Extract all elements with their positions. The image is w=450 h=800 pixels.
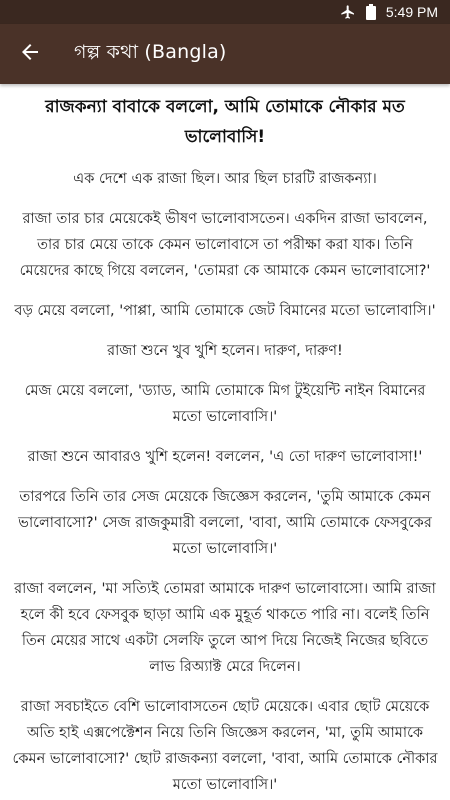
story-paragraph-8: রাজা বললেন, 'মা সত্যিই তোমরা আমাকে দারুণ ভালোবাসো। আমি রাজা হলে কী হবে ফেসবুক ছাড়া আমি এক মুহূর্ত থাকতে পারি না। বলেই তিনি তিন মেয়ের সাথে একটা সেলফি তুলে আপ দিয়ে নিজেই নিজের ছবিতে লাভ রিঅ্যাক্ট মেরে দিলেন। — [14, 581, 436, 675]
story-paragraph-1: এক দেশে এক রাজা ছিল। আর ছিল চারটি রাজকন্যা। — [73, 171, 377, 187]
battery-icon — [366, 4, 376, 20]
airplane-icon — [340, 4, 356, 20]
story-content[interactable] — [0, 84, 450, 800]
story-title: রাজকন্যা বাবাকে বললো, আমি তোমাকে নৌকার মত ভালোবাসি! — [45, 97, 405, 147]
app-bar — [0, 24, 450, 84]
app-title: গল্প কথা (Bangla) — [74, 41, 227, 63]
back-button[interactable] — [2, 26, 58, 82]
story-paragraph-9: রাজা সবচাইতে বেশি ভালোবাসতেন ছোট মেয়েকে। এবার ছোট মেয়েকে অতি হাই এক্সপেক্টেশন নিয়ে তিনি জিজ্ঞেস করলেন, 'মা, তুমি আমাকে কেমন ভালোবাসো?' ছোট রাজকন্যা বললো, 'বাবা, আমি তোমাকে নৌকার মতো ভালোবাসি।' — [12, 699, 438, 793]
status-time: 5:49 PM — [385, 4, 438, 20]
status-bar — [0, 0, 450, 24]
story-paragraph-2: রাজা তার চার মেয়েকেই ভীষণ ভালোবাসতেন। একদিন রাজা ভাবলেন, তার চার মেয়ে তাকে কেমন ভালোবাসে তা পরীক্ষা করা যাক। তিনি মেয়েদের কাছে গিয়ে বললেন, 'তোমরা কে আমাকে কেমন ভালোবাসো?' — [19, 211, 431, 279]
story-paragraph-7: তারপরে তিনি তার সেজ মেয়েকে জিজ্ঞেস করলেন, 'তুমি আমাকে কেমন ভালোবাসো?' সেজ রাজকুমারী বললো, 'বাবা, আমি তোমাকে ফেসবুকের মতো ভালোবাসি।' — [18, 489, 432, 557]
story-paragraph-5: মেজ মেয়ে বললো, 'ড্যাড, আমি তোমাকে মিগ টুইয়েন্টি নাইন বিমানের মতো ভালোবাসি।' — [24, 383, 426, 425]
story-paragraph-4: রাজা শুনে খুব খুশি হলেন। দারুণ, দারুণ! — [107, 343, 343, 359]
arrow-back-icon — [18, 40, 42, 68]
story-paragraph-6: রাজা শুনে আবারও খুশি হলেন! বললেন, 'এ তো দারুণ ভালোবাসা!' — [27, 449, 423, 465]
story-paragraph-3: বড় মেয়ে বললো, 'পাপ্পা, আমি তোমাকে জেট বিমানের মতো ভালোবাসি।' — [14, 303, 436, 319]
